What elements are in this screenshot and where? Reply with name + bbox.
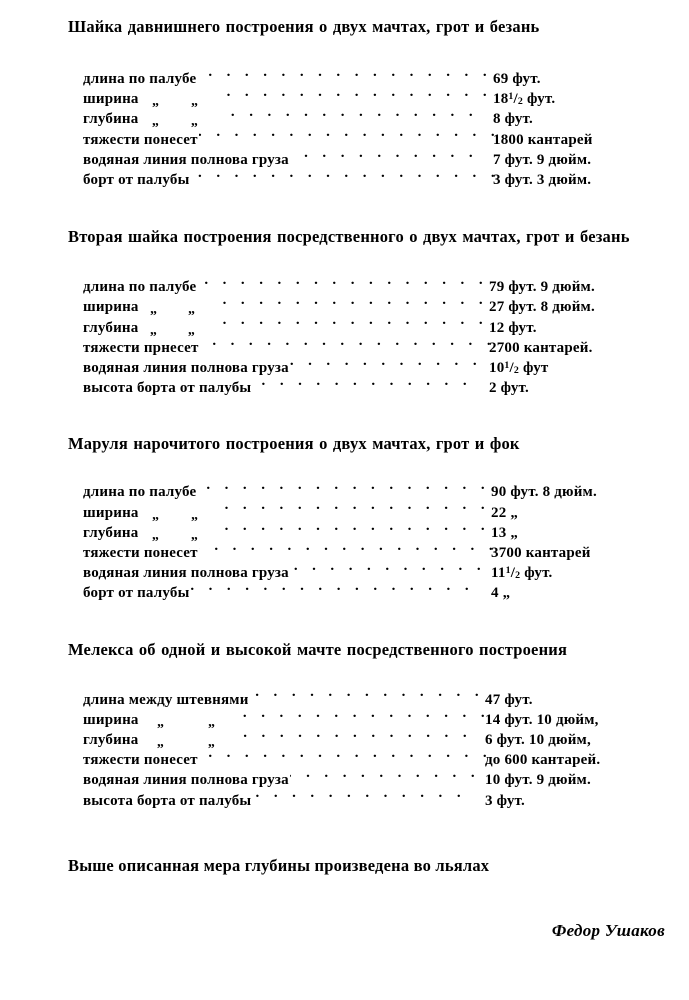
- spec-value: 79 фут. 9 дюйм.: [489, 279, 595, 296]
- spec-value: до 600 кантарей.: [485, 752, 601, 769]
- spec-row: [83, 543, 671, 563]
- spec-value: 22 „: [491, 504, 519, 521]
- spec-value: 1800 кантарей: [493, 131, 593, 148]
- dot-leader: [200, 338, 496, 352]
- spec-value: 6 фут. 10 дюйм,: [485, 732, 591, 749]
- spec-label: глубина „ „: [83, 110, 216, 129]
- dot-leader: [242, 710, 490, 724]
- spec-label: глубина „ „: [83, 524, 216, 543]
- spec-label: длина по палубе: [83, 484, 197, 501]
- ditto-mark: „: [150, 302, 158, 318]
- dot-leader: [290, 770, 480, 784]
- spec-value: 2 фут.: [489, 380, 529, 397]
- spec-value: 3 фут.: [485, 792, 525, 809]
- spec-row: [83, 338, 671, 358]
- spec-row: [83, 503, 671, 523]
- ditto-mark: „: [152, 94, 160, 110]
- spec-row: [83, 89, 671, 109]
- spec-value: 10 фут. 9 дюйм.: [485, 772, 591, 789]
- section-heading-2: Вторая шайка построения посредственного о двух мачтах, грот и безань: [68, 227, 630, 247]
- dot-leader: [199, 750, 492, 764]
- dot-leader: [290, 358, 482, 372]
- spec-row: [83, 583, 671, 603]
- spec-row: [83, 710, 671, 730]
- spec-label: водяная линия полнова груза: [83, 151, 289, 168]
- spec-label: ширина „ „: [83, 298, 215, 317]
- spec-value: $18^1/_2$ фут.: [493, 91, 556, 108]
- ditto-mark: „: [191, 94, 199, 110]
- spec-row: [83, 277, 671, 297]
- ditto-mark: „: [151, 114, 160, 130]
- spec-value: 90 фут. 8 дюйм.: [491, 484, 597, 501]
- spec-row: [83, 69, 671, 89]
- spec-row: [83, 297, 671, 317]
- spec-block-1: [40, 39, 671, 190]
- dot-leader: [197, 69, 492, 83]
- spec-label: тяжести понесет: [83, 752, 198, 769]
- dot-leader: [191, 583, 475, 597]
- spec-value: 69 фут.: [493, 71, 541, 87]
- fraction-value: $18^1/_2$: [493, 91, 524, 108]
- spec-row: [83, 770, 671, 790]
- spec-value: 3 фут. 3 дюйм.: [493, 172, 592, 189]
- dot-leader: [241, 730, 472, 744]
- ditto-mark: „: [187, 322, 196, 338]
- dot-leader: [218, 89, 492, 103]
- spec-value: 47 фут.: [485, 691, 533, 708]
- ditto-mark: „: [151, 527, 160, 543]
- spec-label: водяная линия полнова груза: [83, 360, 289, 377]
- spec-value: 14 фут. 10 дюйм,: [485, 711, 599, 728]
- spec-row: [83, 170, 671, 190]
- spec-value: 8 фут.: [493, 111, 533, 128]
- spec-label: тяжести прнесет: [83, 339, 199, 356]
- spec-row: [83, 318, 671, 338]
- spec-label: тяжести понесет: [83, 131, 198, 148]
- spec-label: длина по палубе: [83, 71, 197, 87]
- ditto-mark: „: [157, 714, 165, 730]
- spec-value: 27 фут. 8 дюйм.: [489, 299, 595, 316]
- fraction-value: $11^1/_2$: [491, 565, 521, 582]
- ditto-mark: „: [188, 302, 196, 318]
- dot-leader: [197, 482, 490, 496]
- dot-leader: [217, 109, 478, 123]
- section-heading-4: Мелекса об одной и высокой мачте посредственного построения: [68, 639, 568, 659]
- dot-leader: [191, 170, 501, 184]
- dot-leader: [218, 503, 490, 517]
- dot-leader: [252, 791, 466, 805]
- spec-label: глубина „ „: [83, 319, 214, 338]
- spec-row: [83, 750, 671, 770]
- spec-label: длина между штевнями: [83, 691, 249, 708]
- spec-value: 4 „: [491, 585, 511, 602]
- spec-value: 2700 кантарей.: [489, 339, 593, 356]
- spec-label: ширина „ „: [83, 90, 217, 109]
- spec-label: длина по палубе: [83, 279, 197, 296]
- spec-value: 3700 кантарей: [491, 545, 591, 562]
- dot-leader: [199, 130, 500, 144]
- closing-statement: Выше описанная мера глубины произведена во льялах: [68, 855, 490, 875]
- spec-label: водяная линия полнова груза: [83, 772, 289, 789]
- spec-block-3: [40, 456, 671, 603]
- spec-row: [83, 523, 671, 543]
- fraction-value: $10^1/_2$: [489, 359, 520, 377]
- dot-leader: [199, 543, 498, 557]
- spec-row: [83, 109, 671, 129]
- ditto-mark: „: [149, 322, 158, 338]
- ditto-mark: „: [208, 714, 216, 730]
- spec-label: борт от палубы: [83, 172, 190, 189]
- ditto-mark: „: [190, 527, 199, 543]
- dot-leader: [290, 563, 486, 577]
- spec-row: [83, 791, 671, 811]
- spec-block-2: [40, 249, 671, 398]
- spec-label: тяжести понесет: [83, 545, 198, 562]
- spec-label: борт от палубы: [83, 585, 190, 602]
- spec-row: [83, 482, 671, 502]
- dot-leader: [252, 378, 472, 392]
- dot-leader: [215, 318, 488, 332]
- dot-leader: [250, 690, 484, 704]
- spec-row: [83, 563, 671, 583]
- dot-leader: [290, 150, 478, 164]
- dot-leader: [217, 523, 490, 537]
- spec-block-4: [40, 662, 671, 811]
- spec-row: [83, 378, 671, 398]
- spec-value: 12 фут.: [489, 319, 537, 336]
- spec-row: [83, 358, 671, 378]
- spec-label: глубина „ „: [83, 731, 240, 750]
- spec-value: $11^1/_2$ фут.: [491, 565, 553, 582]
- spec-row: [83, 690, 671, 710]
- signature: Федор Ушаков: [551, 920, 665, 940]
- spec-value: 13 „: [491, 524, 519, 541]
- section-heading-1: Шайка давнишнего построения о двух мачтах, грот и безань: [68, 17, 540, 36]
- spec-value: $10^1/_2$ фут: [489, 359, 549, 377]
- ditto-mark: „: [191, 507, 199, 523]
- ditto-mark: „: [190, 114, 199, 130]
- spec-label: высота борта от палубы: [83, 380, 252, 397]
- spec-label: ширина „ „: [83, 711, 241, 730]
- ditto-mark: „: [152, 507, 160, 523]
- section-heading-3: Маруля нарочитого построения о двух мачтах, грот и фок: [68, 434, 520, 454]
- ditto-mark: „: [207, 735, 216, 751]
- dot-leader: [216, 297, 488, 311]
- spec-value: 7 фут. 9 дюйм.: [493, 151, 592, 168]
- spec-label: ширина „ „: [83, 504, 217, 523]
- dot-leader: [197, 277, 488, 291]
- spec-row: [83, 730, 671, 750]
- spec-row: [83, 150, 671, 170]
- ditto-mark: „: [156, 735, 165, 751]
- spec-label: высота борта от палубы: [83, 792, 252, 809]
- spec-row: [83, 130, 671, 150]
- spec-label: водяная линия полнова груза: [83, 565, 289, 582]
